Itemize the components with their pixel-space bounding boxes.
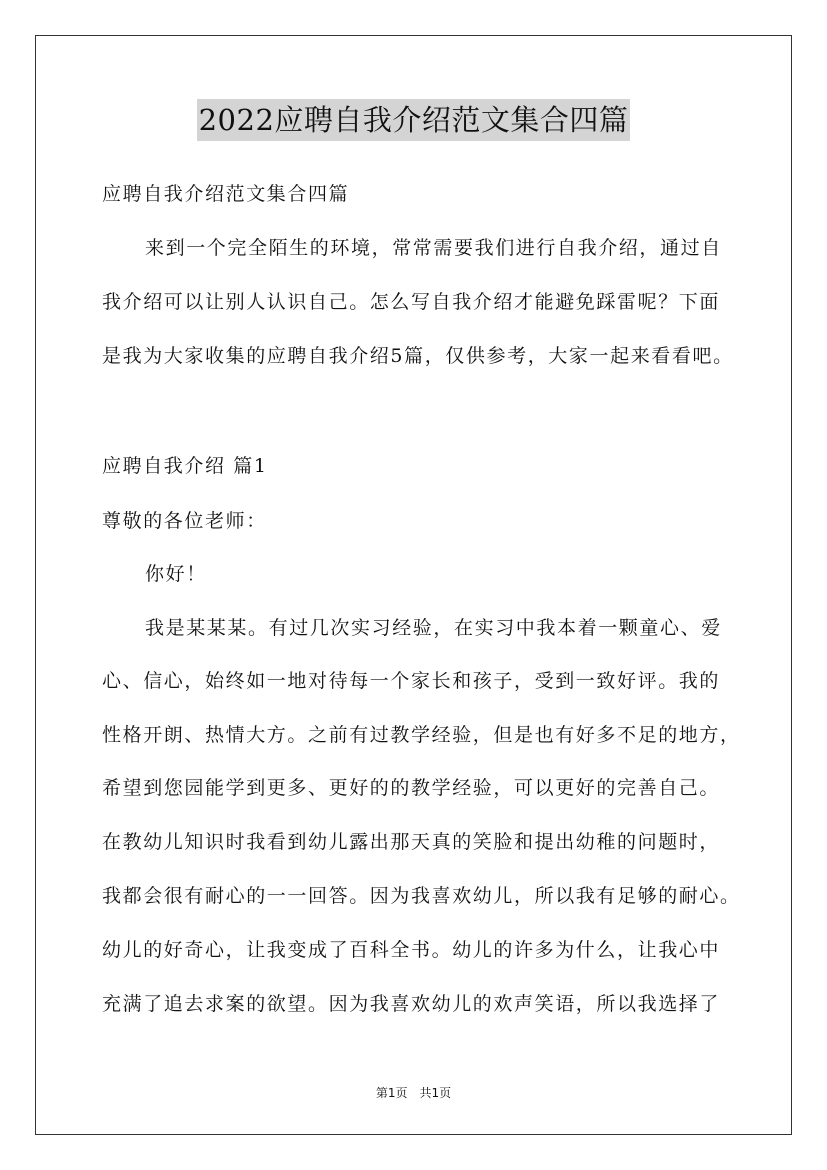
paragraph-line: 我介绍可以让别人认识自己。怎么写自我介绍才能避免踩雷呢？下面 [102,291,721,313]
salutation-line: 尊敬的各位老师： [102,510,267,532]
paragraph-line: 在教幼儿知识时我看到幼儿露出那天真的笑脸和提出幼稚的问题时， [102,831,721,853]
section-heading: 应聘自我介绍 篇1 [102,455,268,477]
paragraph-line: 我都会很有耐心的一一回答。因为我喜欢幼儿，所以我有足够的耐心。 [102,885,741,907]
subtitle-line: 应聘自我介绍范文集合四篇 [102,183,350,205]
paragraph-line: 来到一个完全陌生的环境，常常需要我们进行自我介绍，通过自 [145,237,722,259]
paragraph-line: 是我为大家收集的应聘自我介绍5篇，仅供参考，大家一起来看看吧。 [102,345,734,367]
paragraph-line: 性格开朗、热情大方。之前有过教学经验，但是也有好多不足的地方， [102,724,741,746]
paragraph-line: 幼儿的好奇心，让我变成了百科全书。幼儿的许多为什么，让我心中 [102,939,721,961]
greeting-line: 你好！ [145,563,207,585]
page-footer: 第1页 共1页 [375,1086,452,1100]
document-title: 2022应聘自我介绍范文集合四篇 [197,99,631,141]
paragraph-line: 我是某某某。有过几次实习经验，在实习中我本着一颗童心、爱 [145,617,722,639]
paragraph-line: 心、信心，始终如一地对待每一个家长和孩子，受到一致好评。我的 [102,670,721,692]
title-container [0,99,827,141]
paragraph-line: 希望到您园能学到更多、更好的的教学经验，可以更好的完善自己。 [102,777,721,799]
paragraph-line: 充满了追去求案的欲望。因为我喜欢幼儿的欢声笑语，所以我选择了 [102,993,721,1015]
